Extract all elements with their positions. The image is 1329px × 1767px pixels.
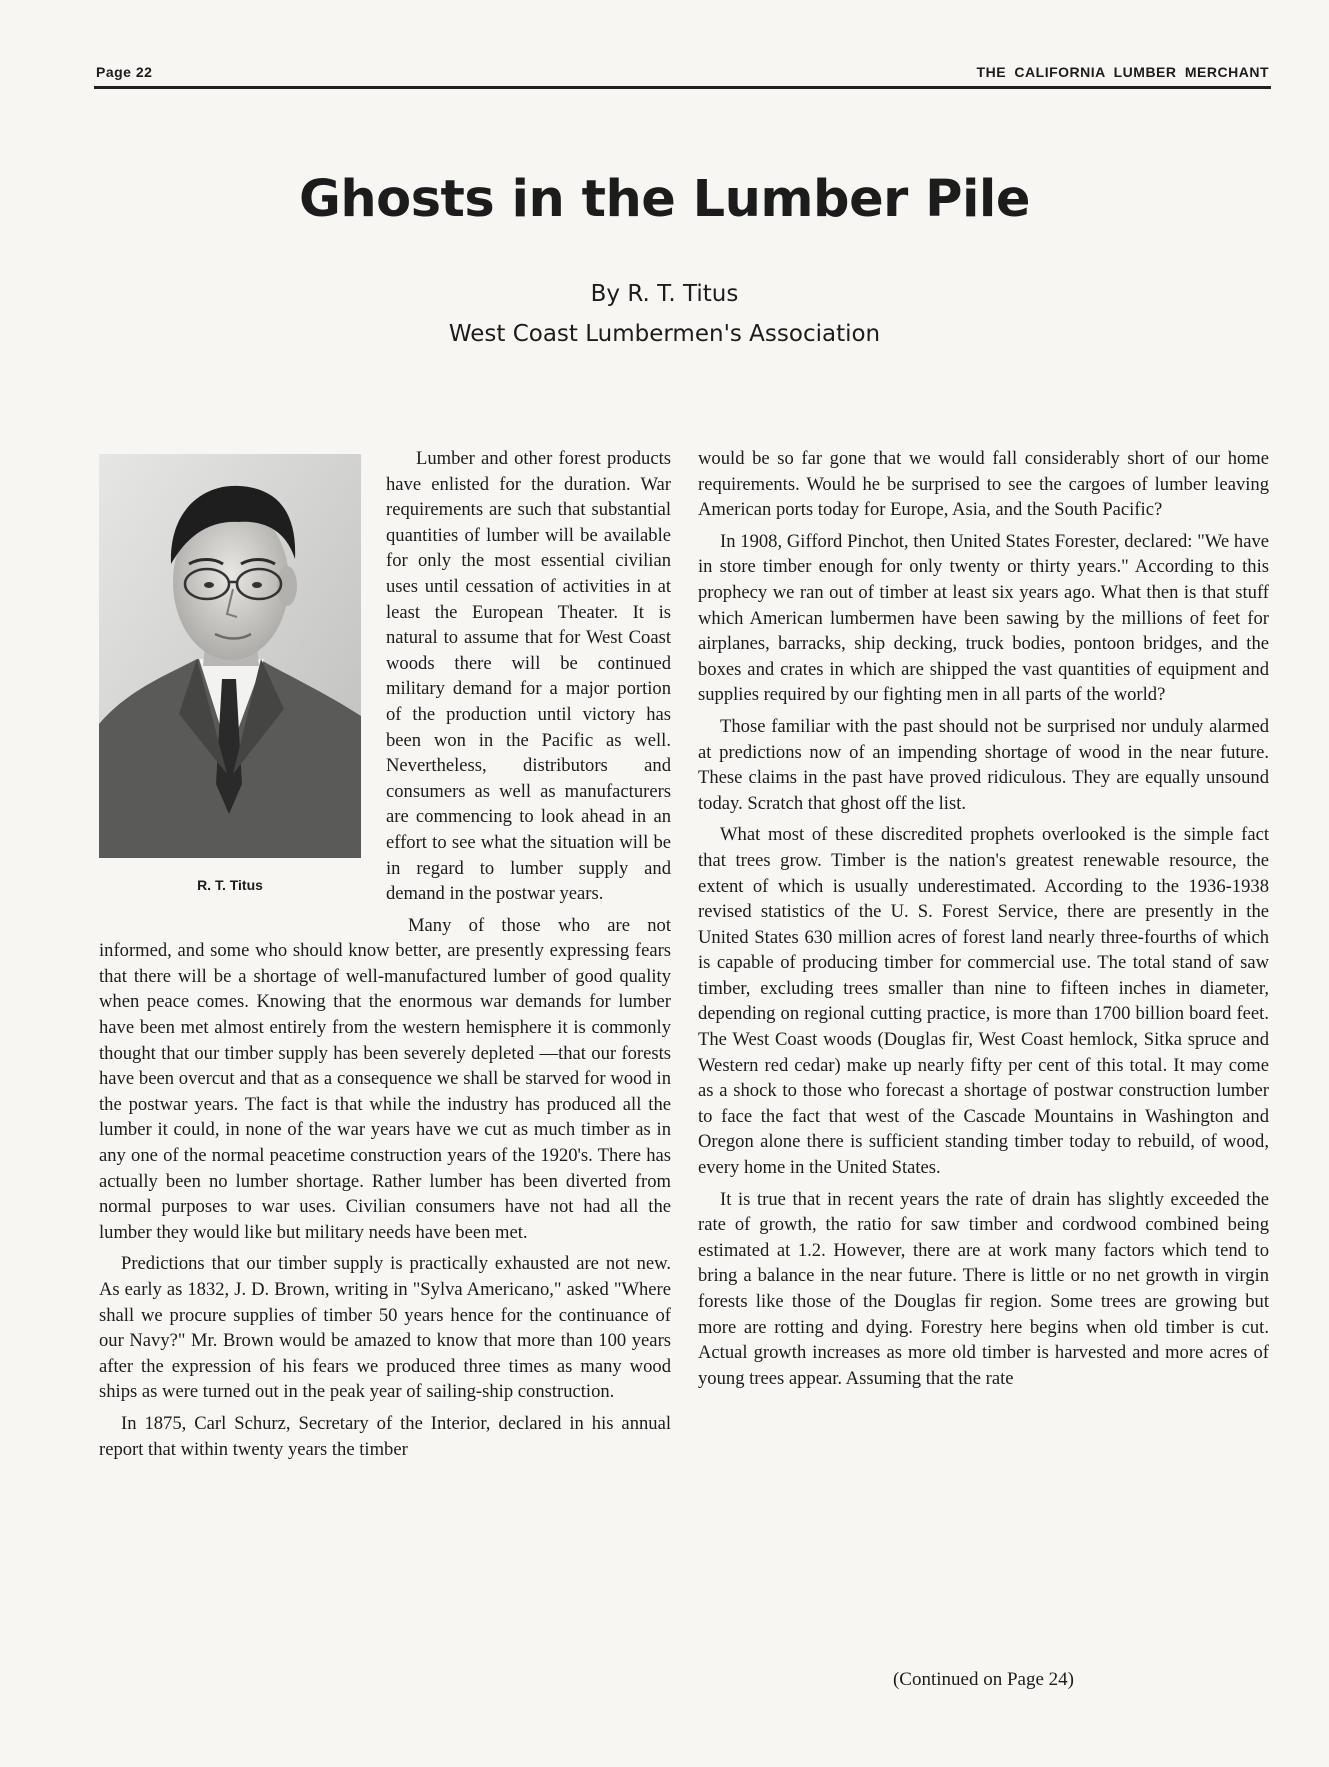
photo-caption: R. T. Titus <box>197 877 263 893</box>
photo-wrap-space <box>99 446 386 936</box>
paragraph: In 1875, Carl Schurz, Secretary of the Interior, declared in his annual report that within twenty years the timber <box>99 1412 671 1460</box>
paragraph: Those familiar with the past should not be surprised nor unduly alarmed at predictions now of an impending shortage of wood in the near future. These claims in the past have proved ridiculous. They are equally unsound today. Scratch that ghost off the list. <box>698 715 1269 814</box>
publication-name: THE CALIFORNIA LUMBER MERCHANT <box>976 64 1269 80</box>
author-byline: By R. T. Titus <box>590 281 739 307</box>
article-title: Ghosts in the Lumber Pile <box>298 170 1030 229</box>
right-column <box>698 446 1269 1391</box>
header-rule <box>94 86 1271 89</box>
paragraph: Predictions that our timber supply is practically exhausted are not new. As early as 1832, J. D. Brown, writing in "Sylva Americano," asked "Where shall we procure supplies of timber 50 years hence for the continuance of our Navy?" Mr. Brown would be amazed to know that more than 100 years after the expression of his fears we produced three times as many wood ships as were turned out in the peak year of sailing-ship construction. <box>99 1253 671 1403</box>
page-number: Page 22 <box>96 64 153 80</box>
byline-block <box>0 274 1329 354</box>
paragraph: It is true that in recent years the rate of drain has slightly exceeded the rate of growth, the ratio for saw timber and cordwood combined being estimated at 1.2. However, there are at work many factors which tend to bring a balance in the near future. There is little or no net growth in virgin forests like those of the Douglas fir region. Some trees are growing but more are rotting and dying. Forestry here begins when old timber is cut. Actual growth increases as more old timber is harvested and more acres of young trees appear. Assuming that the rate <box>698 1188 1269 1389</box>
paragraph: would be so far gone that we would fall considerably short of our home requirements. Would he be surprised to see the cargoes of lumber leaving American ports today for Europe, Asia, and the South Pacific? <box>698 448 1269 521</box>
paragraph: Lumber and other forest products have enlisted for the duration. War requirements are such that substantial quantities of lumber will be available for only the most essential civilian uses until cessation of activities in at least the European Theater. It is natural to assume that for West Coast woods there will be continued military demand for a major portion of the production until victory has been won in the Pacific as well. Nevertheless, distributors and consumers as well as manufacturers are commencing to look ahead in an effort to see what the situation will be in regard to lumber supply and demand in the postwar years. <box>386 448 671 905</box>
paragraph: What most of these discredited prophets overlooked is the simple fact that trees grow. Timber is the nation's greatest renewable resource, the extent of which is usually underestimated. According to the 1936-1938 revised statistics of the U. S. Forest Service, there are presently in the United States 630 million acres of forest land nearly three-fourths of which is capable of producing timber for commercial use. The total stand of saw timber, excluding trees smaller than nine to fifteen inches in diameter, depending on regional cutting practice, is more than 1700 billion board feet. The West Coast woods (Douglas fir, West Coast hemlock, Sitka spruce and Western red cedar) make up nearly fifty per cent of this total. It may come as a shock to those who forecast a shortage of postwar construction lumber to face the fact that west of the Cascade Mountains in Washington and Oregon alone there is sufficient standing timber today to rebuild, of wood, every home in the United States. <box>698 824 1269 1179</box>
paragraph: In 1908, Gifford Pinchot, then United States Forester, declared: "We have in store timber enough for only twenty or thirty years." According to this prophecy we ran out of timber at least six years ago. What then is that stuff which American lumbermen have been sawing by the millions of feet for airplanes, barracks, ship decking, truck bodies, pontoon bridges, and the boxes and crates in which are shipped the vast quantities of equipment and supplies required by our fighting men in all parts of the world? <box>698 530 1269 706</box>
paragraph: Many of those who are not informed, and some who should know better, are presently expressing fears that there will be a shortage of well-manufactured lumber of good quality when peace comes. Knowing that the enormous war demands for lumber have been met almost entirely from the western hemisphere it is commonly thought that our timber supply has been severely depleted —that our forests have been overcut and that as a consequence we shall be starved for wood in the postwar years. The fact is that while the industry has produced all the lumber it could, in none of the war years have we cut as much timber as in any one of the normal peacetime construction years of the 1920's. There has actually been no lumber shortage. Rather lumber has been diverted from normal purposes to war uses. Civilian consumers have not had all the lumber they would like but military needs have been met. <box>99 914 671 1243</box>
left-column <box>99 446 671 1462</box>
author-affiliation: West Coast Lumbermen's Association <box>448 321 881 347</box>
continued-notice: (Continued on Page 24) <box>892 1669 1074 1690</box>
